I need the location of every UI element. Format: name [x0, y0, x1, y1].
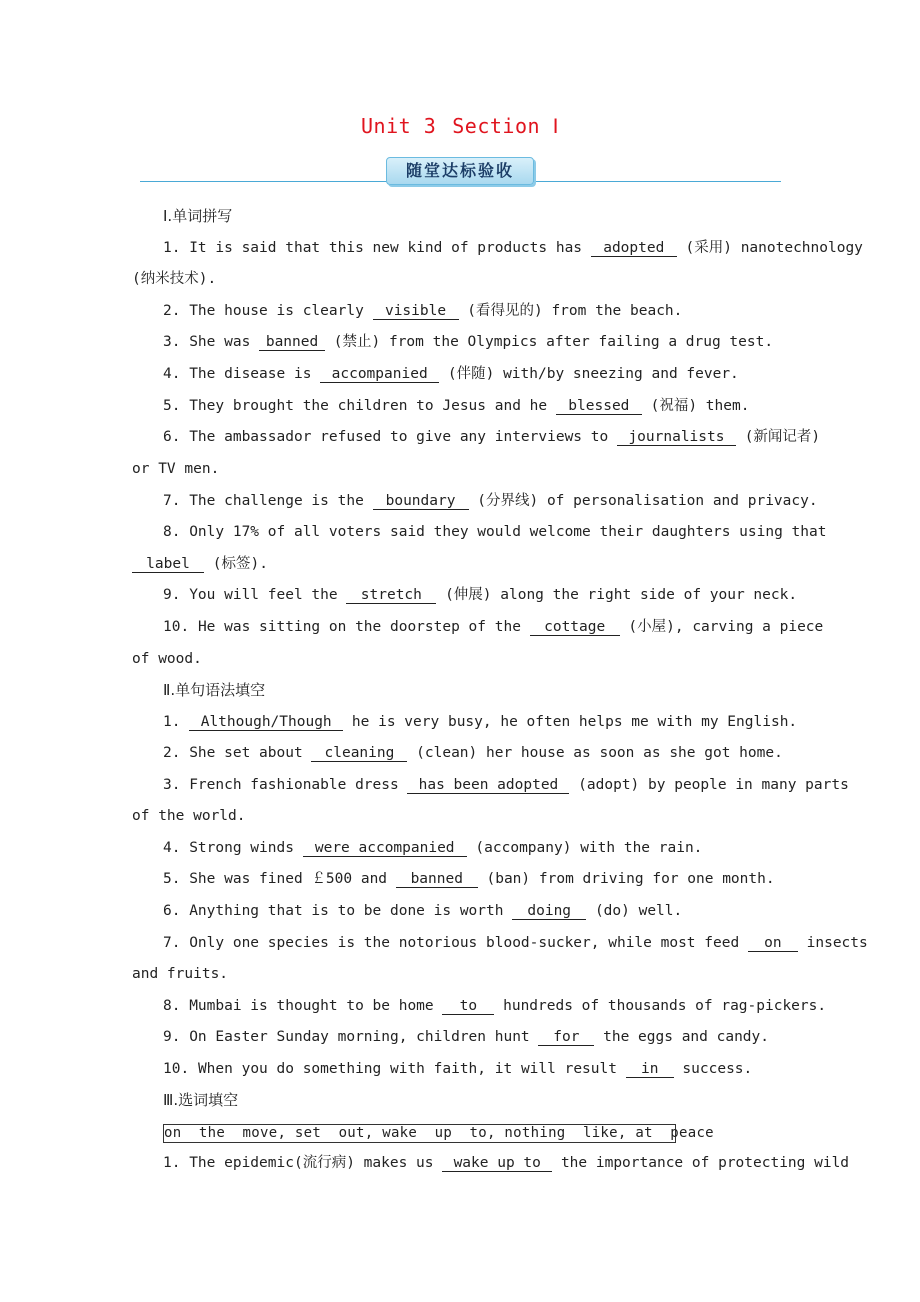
part1-q1-cont: (纳米技术). [132, 271, 217, 287]
part1-q2: 2. The house is clearly visible (看得见的) from the beach. [163, 303, 683, 319]
answer-blank: adopted [591, 240, 677, 257]
part2-q10: 10. When you do something with faith, it will result in success. [163, 1061, 753, 1077]
part3-q1: 1. The epidemic(流行病) makes us wake up to the importance of protecting wild [163, 1155, 850, 1171]
part1-heading: Ⅰ.单词拼写 [163, 207, 233, 225]
part2-q3-cont: of the world. [132, 808, 246, 824]
answer-blank: to [442, 998, 494, 1015]
answer-blank: accompanied [320, 366, 439, 383]
part2-q2: 2. She set about cleaning (clean) her house as soon as she got home. [163, 745, 783, 761]
part2-q1: 1. Although/Though he is very busy, he often helps me with my English. [163, 714, 798, 730]
part2-q3: 3. French fashionable dress has been adopted (adopt) by people in many parts [163, 777, 849, 793]
answer-blank: journalists [617, 429, 736, 446]
answer-blank: boundary [373, 493, 469, 510]
part1-q1: 1. It is said that this new kind of products has adopted (采用) nanotechnology [163, 240, 863, 256]
section-label: Section Ⅰ [452, 114, 559, 138]
answer-blank: wake up to [442, 1155, 552, 1172]
part1-q5: 5. They brought the children to Jesus and he blessed (祝福) them. [163, 398, 750, 414]
answer-blank: banned [259, 334, 325, 351]
part1-q10-cont: of wood. [132, 651, 202, 667]
part3-heading: Ⅲ.选词填空 [163, 1091, 239, 1109]
page-title [0, 114, 920, 138]
answer-blank: Although/Though [189, 714, 343, 731]
part1-q8: 8. Only 17% of all voters said they would welcome their daughters using that [163, 524, 827, 540]
answer-blank: banned [396, 871, 478, 888]
word-bank: on the move, set out, wake up to, nothing like, at peace [164, 1125, 714, 1141]
part2-q9: 9. On Easter Sunday morning, children hunt for the eggs and candy. [163, 1029, 770, 1045]
part1-q10: 10. He was sitting on the doorstep of the cottage (小屋), carving a piece [163, 619, 824, 635]
part2-heading: Ⅱ.单句语法填空 [163, 681, 266, 699]
answer-blank: doing [512, 903, 586, 920]
unit-label: Unit 3 [361, 114, 437, 138]
part1-q7: 7. The challenge is the boundary (分界线) of personalisation and privacy. [163, 493, 818, 509]
part1-q4: 4. The disease is accompanied (伴随) with/by sneezing and fever. [163, 366, 739, 382]
part1-q9: 9. You will feel the stretch (伸展) along the right side of your neck. [163, 587, 798, 603]
answer-blank: visible [373, 303, 459, 320]
part1-q6: 6. The ambassador refused to give any interviews to journalists (新闻记者) [163, 429, 821, 445]
part1-q8-cont: label (标签). [132, 555, 268, 573]
answer-blank: label [132, 556, 204, 573]
part2-q6: 6. Anything that is to be done is worth doing (do) well. [163, 903, 683, 919]
answer-blank: for [538, 1029, 594, 1046]
part1-q3: 3. She was banned (禁止) from the Olympics after failing a drug test. [163, 334, 774, 350]
part2-q4: 4. Strong winds were accompanied (accompany) with the rain. [163, 840, 703, 856]
part2-q7-cont: and fruits. [132, 966, 229, 982]
section-banner: 随堂达标验收 [386, 157, 534, 185]
part1-q6-cont: or TV men. [132, 461, 220, 477]
part2-q8: 8. Mumbai is thought to be home to hundreds of thousands of rag-pickers. [163, 998, 827, 1014]
answer-blank: were accompanied [303, 840, 467, 857]
part2-q5: 5. She was fined ￡500 and banned (ban) from driving for one month. [163, 871, 775, 887]
answer-blank: cleaning [311, 745, 407, 762]
answer-blank: stretch [346, 587, 436, 604]
answer-blank: blessed [556, 398, 642, 415]
answer-blank: has been adopted [407, 777, 569, 794]
answer-blank: on [748, 935, 798, 952]
part2-q7: 7. Only one species is the notorious blood-sucker, while most feed on insects [163, 935, 868, 951]
answer-blank: cottage [530, 619, 620, 636]
answer-blank: in [626, 1061, 674, 1078]
